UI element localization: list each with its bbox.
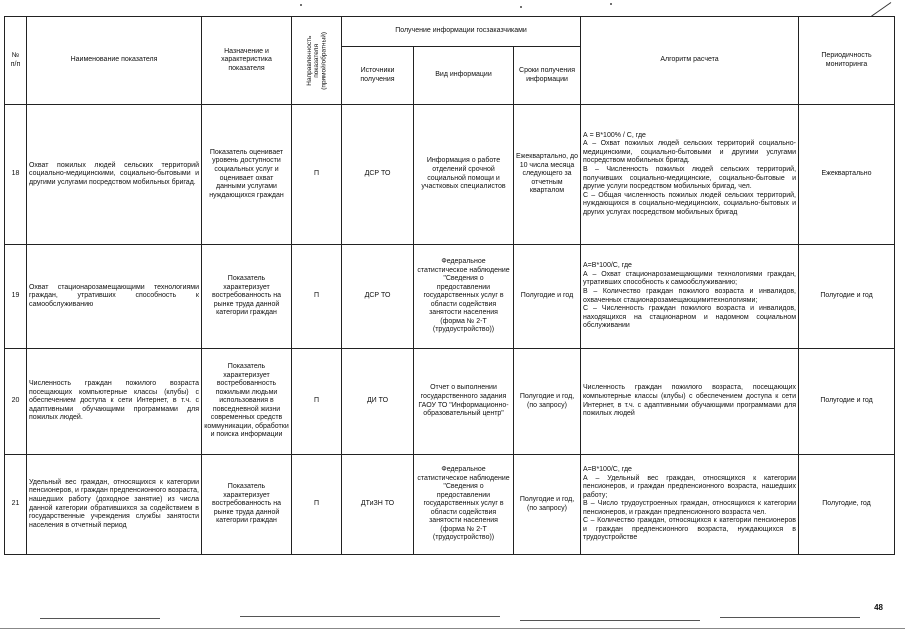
row-deadline: Полугодие и год xyxy=(514,245,581,349)
row-info-type: Информация о работе отделений срочной социальной помощи и участковых специалистов xyxy=(414,105,514,245)
indicators-table xyxy=(4,16,895,555)
row-name: Удельный вес граждан, относящихся к категории пенсионеров, и граждан предпенсионного возраста, нашедших работу (доходное занятие) из числа данной категории обратившихся за содействием в государственные учреждения службы занятости населения в отчетный период xyxy=(27,455,202,555)
header-algorithm: Алгоритм расчета xyxy=(581,17,799,105)
row-algorithm: А = В*100% / С, где А – Охват пожилых людей сельских территорий социально-медицинскими, социально-бытовыми и другими услугами посредством мобильных бригад. В – Численность пожилых людей сельских территорий, получивших социально-медицинские, социально-бытовые и другие услуги посредством мобильных бригад, чел. С – Общая численность пожилых людей сельских территорий, нуждающихся в социально-медицинских, социально-бытовых и других услугах посредством мобильных бригад xyxy=(581,105,799,245)
row-purpose: Показатель характеризует востребованность на рынке труда данной категории граждан xyxy=(202,245,292,349)
row-info-type: Федеральное статистическое наблюдение "Сведения о предоставлении государственных услуг в области содействия занятости населения (форма № 2-Т (трудоустройство)) xyxy=(414,455,514,555)
header-direction-label: Направленность показателя (прямой/обратный) xyxy=(305,31,328,90)
table-row xyxy=(5,349,895,455)
scan-noise-line xyxy=(520,620,700,621)
row-info-type: Федеральное статистическое наблюдение "Сведения о предоставлении государственных услуг в области содействия занятости населения (форма № 2-Т (трудоустройство)) xyxy=(414,245,514,349)
scan-speck xyxy=(520,6,522,8)
header-name: Наименование показателя xyxy=(27,17,202,105)
row-name: Численность граждан пожилого возраста посещающих компьютерные классы (клубы) с обеспечением доступа к сети Интернет, в т.ч. с адаптивными обучающими программами для пожилых людей. xyxy=(27,349,202,455)
row-num: 19 xyxy=(5,245,27,349)
row-source: ДТиЗН ТО xyxy=(342,455,414,555)
scan-speck xyxy=(300,4,302,6)
header-periodicity: Периодичность мониторинга xyxy=(799,17,895,105)
row-direction: П xyxy=(292,455,342,555)
row-deadline: Полугодие и год, (по запросу) xyxy=(514,455,581,555)
row-source: ДСР ТО xyxy=(342,105,414,245)
header-deadlines: Сроки получения информации xyxy=(514,47,581,105)
page-number: 48 xyxy=(874,603,883,612)
row-algorithm: Численность граждан пожилого возраста, посещающих компьютерные классы (клубы) с обеспечением доступа к сети Интернет, в т.ч. с адаптивными обучающими программами для пожилых людей xyxy=(581,349,799,455)
row-info-type: Отчет о выполнении государственного задания ГАОУ ТО "Информационно-образовательный центр" xyxy=(414,349,514,455)
table-row xyxy=(5,105,895,245)
row-purpose: Показатель оценивает уровень доступности социальных услуг и оценивает охват данными услугами нуждающихся граждан xyxy=(202,105,292,245)
scan-noise-line xyxy=(40,618,160,619)
header-info-group: Получение информации госзаказчиками xyxy=(342,17,581,47)
row-periodicity: Полугодие и год xyxy=(799,245,895,349)
row-num: 20 xyxy=(5,349,27,455)
row-algorithm: А=В*100/С, где А – Удельный вес граждан, относящихся к категории пенсионеров, и граждан предпенсионного возраста, нашедших работу; В – Число трудоустроенных граждан, относящихся к категории пенсионеров, и граждан предпенсионного возраста чел. С – Количество граждан, относящихся к категории пенсионеров и граждан предпенсионного возраста, нуждающихся в трудоустройстве xyxy=(581,455,799,555)
row-direction: П xyxy=(292,349,342,455)
row-periodicity: Полугодие и год xyxy=(799,349,895,455)
table-row xyxy=(5,455,895,555)
row-deadline: Полугодие и год, (по запросу) xyxy=(514,349,581,455)
header-num: № п/п xyxy=(5,17,27,105)
header-sources: Источники получения xyxy=(342,47,414,105)
row-periodicity: Ежеквартально xyxy=(799,105,895,245)
row-algorithm: А=В*100/С, где А – Охват стационарозамещающими технологиями граждан, утративших способность к самообслуживанию; В – Количество граждан пожилого возраста и инвалидов, охваченных стационарозамещающимитехнологиями; С – Численность граждан пожилого возраста и инвалидов, находящихся на стационарном и надомном социальном обслуживании xyxy=(581,245,799,349)
header-info-type: Вид информации xyxy=(414,47,514,105)
row-purpose: Показатель характеризует востребованность пожилыми людьми использования в повседневной жизни современных средств коммуникации, обработки и поиска информации xyxy=(202,349,292,455)
row-direction: П xyxy=(292,245,342,349)
scan-speck xyxy=(610,3,612,5)
row-deadline: Ежеквартально, до 10 числа месяца следующего за отчетным кварталом xyxy=(514,105,581,245)
row-direction: П xyxy=(292,105,342,245)
row-name: Охват стационарозамещающими технологиями граждан, утративших способность к самообслуживанию xyxy=(27,245,202,349)
row-name: Охват пожилых людей сельских территорий социально-медицинскими, социально-бытовыми и другими услугами посредством мобильных бригад. xyxy=(27,105,202,245)
table-row xyxy=(5,245,895,349)
row-source: ДСР ТО xyxy=(342,245,414,349)
row-periodicity: Полугодие, год xyxy=(799,455,895,555)
scan-noise-line xyxy=(720,617,860,618)
scan-noise-line xyxy=(240,616,500,617)
header-purpose: Назначение и характеристика показателя xyxy=(202,17,292,105)
row-purpose: Показатель характеризует востребованность на рынке труда данной категории граждан xyxy=(202,455,292,555)
scan-noise-line xyxy=(0,628,905,629)
row-num: 21 xyxy=(5,455,27,555)
header-direction xyxy=(292,17,342,105)
pen-stroke-mark xyxy=(871,2,891,17)
row-num: 18 xyxy=(5,105,27,245)
row-source: ДИ ТО xyxy=(342,349,414,455)
